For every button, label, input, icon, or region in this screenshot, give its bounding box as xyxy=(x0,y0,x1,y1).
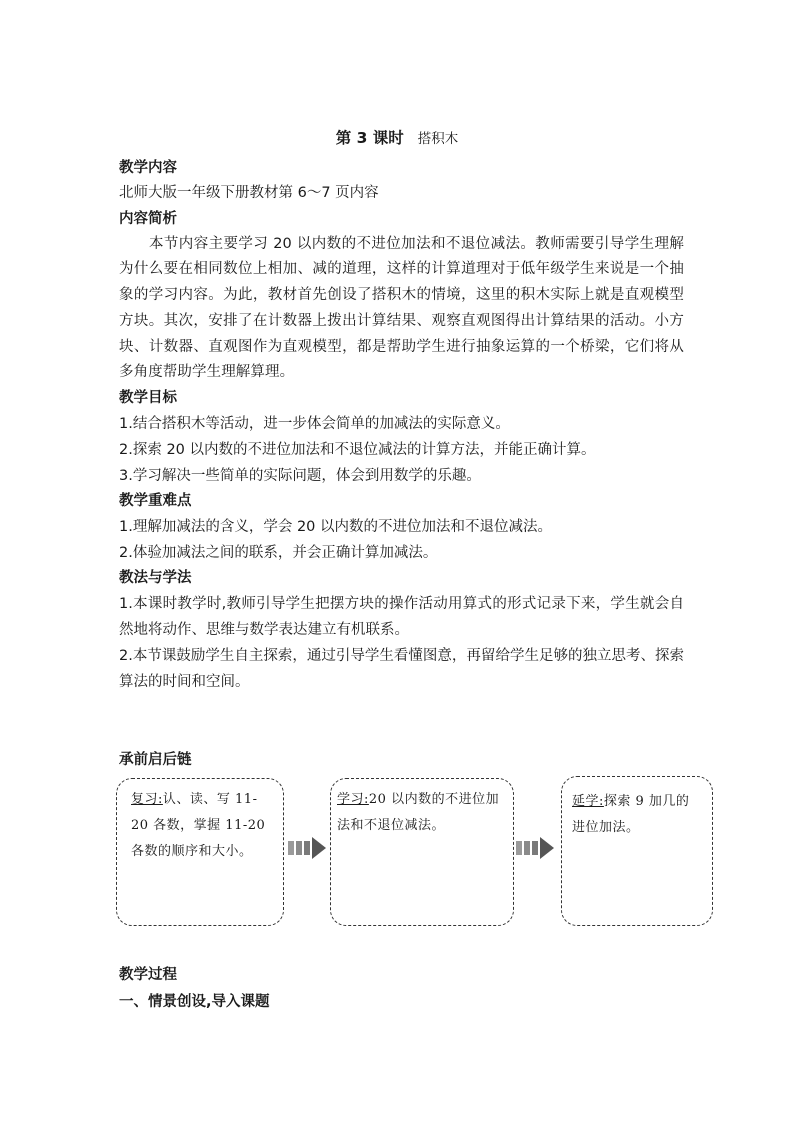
lesson-title-main: 第 3 课时 xyxy=(335,129,404,147)
process-heading: 教学过程 xyxy=(119,967,177,983)
extension-box xyxy=(561,776,713,926)
arrow-right-icon xyxy=(516,837,556,859)
extension-text: 探索 9 加几的进位加法。 xyxy=(572,794,690,835)
lesson-title xyxy=(0,126,794,148)
lesson-body xyxy=(119,156,684,695)
review-text: 认、读、写 11-20 各数，掌握 11-20 各数的顺序和大小。 xyxy=(131,792,266,859)
section-heading: 一、情景创设,导入课题 xyxy=(119,994,270,1010)
objective-item: 3.学习解决一些简单的实际问题，体会到用数学的乐趣。 xyxy=(119,468,481,485)
objective-item: 1.结合搭积木等活动，进一步体会简单的加减法的实际意义。 xyxy=(119,416,510,433)
key-points-heading: 教学重难点 xyxy=(119,493,192,510)
content-analysis-text: 本节内容主要学习 20 以内数的不进位加法和不退位减法。教师需要引导学生理解为什么要在相同数位上相加、减的道理，这样的计算道理对于低年级学生来说是一个抽象的学习内容。为此，教材首先创设了搭积木的情境，这里的积木实际上就是直观模型方块。其次，安排了在计数器上拨出计算结果、观察直观图得出计算结果的活动。小方块、计数器、直观图作为直观模型，都是帮助学生进行抽象运算的一个桥梁，它们将从多角度帮助学生理解算理。 xyxy=(119,235,684,381)
teaching-content-heading: 教学内容 xyxy=(119,160,177,176)
content-analysis-heading: 内容简析 xyxy=(119,210,177,227)
extension-tag: 延学: xyxy=(572,794,604,809)
teaching-content-text: 北师大版一年级下册教材第 6～7 页内容 xyxy=(119,185,379,201)
chain-heading: 承前启后链 xyxy=(119,752,192,768)
key-point-item: 2.体验加减法之间的联系，并会正确计算加减法。 xyxy=(119,545,438,562)
methods-heading: 教法与学法 xyxy=(119,570,192,587)
review-tag: 复习: xyxy=(131,792,163,807)
arrow-right-icon xyxy=(288,837,328,859)
method-item: 1.本课时教学时,教师引导学生把摆方块的操作活动用算式的形式记录下来，学生就会自然地将动作、思维与数学表达建立有机联系。 xyxy=(119,596,684,639)
key-point-item: 1.理解加减法的含义，学会 20 以内数的不进位加法和不退位减法。 xyxy=(119,519,553,536)
review-box xyxy=(116,778,284,926)
learning-box xyxy=(330,778,514,926)
objectives-heading: 教学目标 xyxy=(119,390,177,407)
method-item: 2.本节课鼓励学生自主探索，通过引导学生看懂图意，再留给学生足够的独立思考、探索算法的时间和空间。 xyxy=(119,648,684,691)
lesson-title-sub: 搭积木 xyxy=(417,131,459,147)
learning-tag: 学习: xyxy=(337,792,369,807)
learning-text: 20 以内数的不进位加法和不退位减法。 xyxy=(337,792,500,833)
objective-item: 2.探索 20 以内数的不进位加法和不退位减法的计算方法，并能正确计算。 xyxy=(119,442,596,459)
